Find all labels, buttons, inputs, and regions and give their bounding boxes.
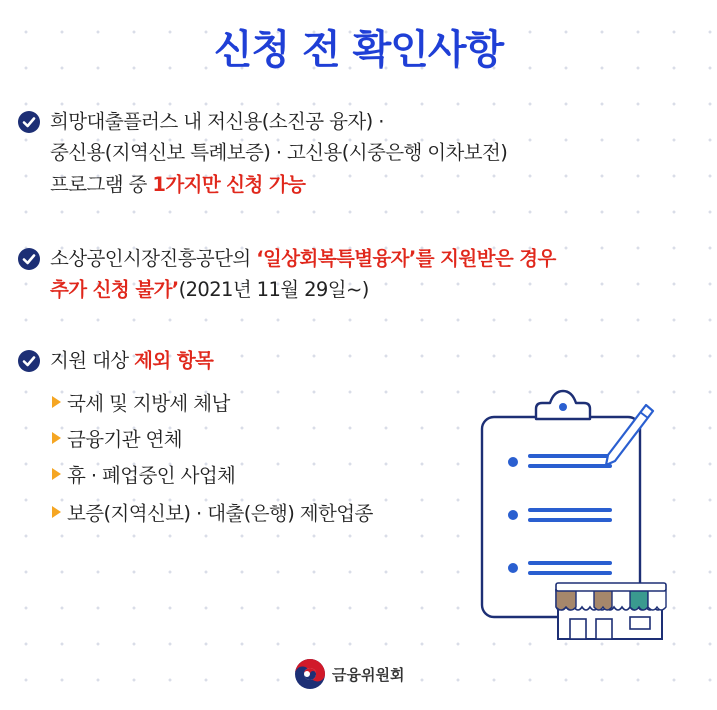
exclusion-item-label: 보증(지역신보) · 대출(은행) 제한업종: [67, 502, 373, 525]
item2-line2-highlight: 추가 신청 불가’: [50, 278, 179, 301]
orange-triangle-bullet-icon: [52, 468, 61, 480]
orange-triangle-bullet-icon: [52, 396, 61, 408]
item2-line1: [50, 246, 556, 272]
footer-label: 금융위원회: [332, 665, 405, 684]
item1-line3-highlight: 1가지만 신청 가능: [152, 173, 306, 196]
item2-line2-text: (2021년 11월 29일~): [178, 278, 369, 301]
item1-line2: 중신용(지역신보 특례보증) · 고신용(시중은행 이차보전): [50, 141, 508, 164]
orange-triangle-bullet-icon: [52, 506, 61, 518]
orange-triangle-bullet-icon: [52, 432, 61, 444]
exclusion-item-label: 국세 및 지방세 체납: [67, 392, 230, 415]
check-circle-icon: [18, 111, 40, 133]
clipboard-illustration: [470, 385, 685, 650]
check-circle-icon: [18, 350, 40, 372]
item3-line1-text: 지원 대상: [50, 349, 135, 372]
item2-line1-text: 소상공인시장진흥공단의: [50, 247, 257, 270]
item3-line1-highlight: 제외 항목: [134, 349, 214, 372]
footer-logo: [294, 656, 404, 692]
taegeuk-logo-icon: [294, 658, 326, 690]
exclusion-item-label: 금융기관 연체: [67, 428, 183, 451]
page-title: 신청 전 확인사항: [213, 27, 504, 73]
exclusion-item: [52, 501, 373, 527]
check-circle-icon: [18, 248, 40, 270]
exclusion-item: [52, 391, 230, 417]
item1-line1: 희망대출플러스 내 저신용(소진공 융자) ·: [50, 110, 384, 133]
exclusion-item: [52, 463, 235, 489]
exclusion-item-label: 휴 · 폐업중인 사업체: [67, 464, 236, 487]
storefront-awning-icon: [556, 583, 666, 639]
exclusion-item: [52, 427, 182, 453]
item2-line1-highlight: ‘일상회복특별융자’를 지원받은 경우: [256, 247, 556, 270]
item2-line2: [50, 277, 369, 303]
item3-line1: [50, 348, 213, 374]
item1-line3: [50, 172, 305, 198]
item1-line3-text: 프로그램 중: [50, 173, 153, 196]
